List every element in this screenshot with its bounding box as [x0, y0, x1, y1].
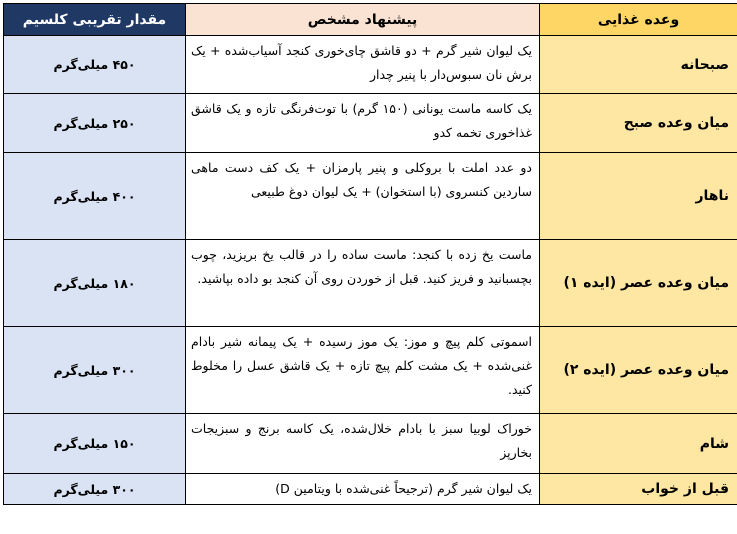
calcium-meal-plan: [3, 3, 737, 505]
meal-cell: ناهار: [540, 153, 737, 240]
calcium-cell: ۴۵۰ میلی‌گرم: [4, 36, 186, 94]
suggestion-cell: یک لیوان شیر گرم + دو قاشق چای‌خوری کنجد آسیاب‌شده + یک برش نان سبوس‌دار با پنیر چدار: [186, 36, 540, 94]
calcium-cell: ۱۵۰ میلی‌گرم: [4, 414, 186, 474]
meal-cell: قبل از خواب: [540, 474, 737, 505]
meal-cell: میان وعده عصر (ایده ۱): [540, 240, 737, 327]
suggestion-cell: یک کاسه ماست یونانی (۱۵۰ گرم) با توت‌فرنگی تازه و یک قاشق غذاخوری تخمه کدو: [186, 94, 540, 153]
table-row: [4, 327, 737, 414]
suggestion-cell: خوراک لوبیا سبز با بادام خلال‌شده، یک کاسه برنج و سبزیجات بخارپز: [186, 414, 540, 474]
header-row: [4, 4, 737, 36]
table-row: [4, 36, 737, 94]
suggestion-cell: ماست یخ زده با کنجد: ماست ساده را در قالب یخ بریزید، چوب بچسبانید و فریز کنید. قبل از خوردن روی آن کنجد بو داده بپاشید.: [186, 240, 540, 327]
header-suggestion: پیشنهاد مشخص: [186, 4, 540, 36]
meal-cell: شام: [540, 414, 737, 474]
table-row: [4, 240, 737, 327]
meal-plan-table: [3, 3, 737, 505]
header-meal: وعده غذایی: [540, 4, 737, 36]
table-row: [4, 474, 737, 505]
calcium-cell: ۳۰۰ میلی‌گرم: [4, 327, 186, 414]
table-row: [4, 414, 737, 474]
suggestion-cell: اسموتی کلم پیچ و موز: یک موز رسیده + یک پیمانه شیر بادام غنی‌شده + یک مشت کلم پیچ تازه + یک قاشق عسل را مخلوط کنید.: [186, 327, 540, 414]
calcium-cell: ۲۵۰ میلی‌گرم: [4, 94, 186, 153]
meal-cell: میان وعده عصر (ایده ۲): [540, 327, 737, 414]
calcium-cell: ۴۰۰ میلی‌گرم: [4, 153, 186, 240]
suggestion-cell: یک لیوان شیر گرم (ترجیحاً غنی‌شده با ویتامین D): [186, 474, 540, 505]
table-row: [4, 94, 737, 153]
table-row: [4, 153, 737, 240]
header-calcium: مقدار تقریبی کلسیم: [4, 4, 186, 36]
calcium-cell: ۳۰۰ میلی‌گرم: [4, 474, 186, 505]
calcium-cell: ۱۸۰ میلی‌گرم: [4, 240, 186, 327]
meal-cell: صبحانه: [540, 36, 737, 94]
suggestion-cell: دو عدد املت با بروکلی و پنیر پارمزان + یک کف دست ماهی ساردین کنسروی (با استخوان) + یک لیوان دوغ طبیعی: [186, 153, 540, 240]
meal-cell: میان وعده صبح: [540, 94, 737, 153]
